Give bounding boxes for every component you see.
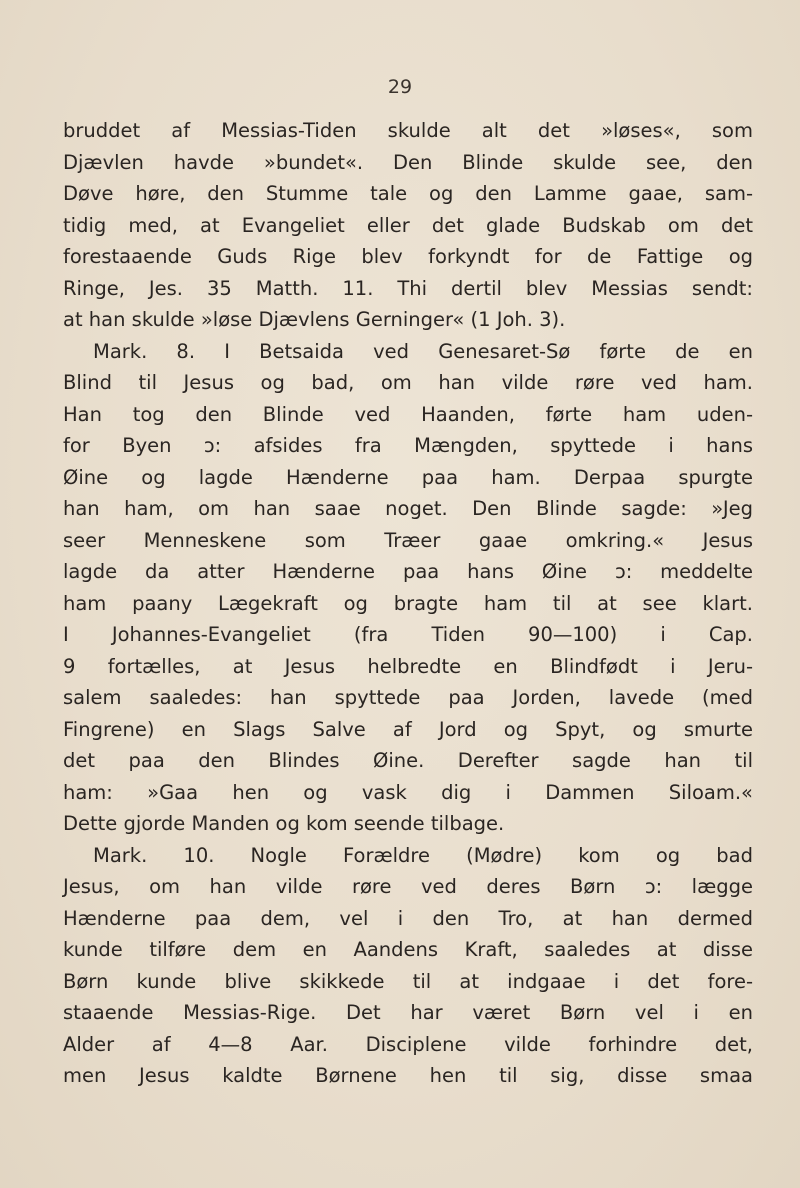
text-line: Jesus, om han vilde røre ved deres Børn ɔ: lægge — [63, 875, 753, 898]
text-line: for Byen ɔ: afsides fra Mængden, spyttede i hans — [63, 434, 753, 457]
text-line: at han skulde »løse Djævlens Gerninger« (1 Joh. 3). — [63, 308, 566, 331]
text-line: Mark. 10. Nogle Forældre (Mødre) kom og bad — [93, 843, 753, 867]
text-line: Børn kunde blive skikkede til at indgaae i det fore- — [63, 969, 753, 993]
text-line: Hænderne paa dem, vel i den Tro, at han dermed — [63, 906, 753, 930]
text-line: seer Menneskene som Træer gaae omkring.« Jesus — [63, 528, 753, 552]
text-line: bruddet af Messias-Tiden skulde alt det »løses«, som — [63, 119, 753, 142]
text-line: ham: »Gaa hen og vask dig i Dammen Siloam.« — [63, 780, 753, 804]
text-line: han ham, om han saae noget. Den Blinde sagde: »Jeg — [63, 497, 753, 520]
text-line: I Johannes-Evangeliet (fra Tiden 90—100) i Cap. — [63, 623, 753, 646]
text-line: det paa den Blindes Øine. Derefter sagde han til — [63, 749, 753, 772]
body-text — [63, 115, 753, 1092]
text-line: ham paany Lægekraft og bragte ham til at see klart. — [63, 591, 753, 615]
text-line: salem saaledes: han spyttede paa Jorden, lavede (med — [63, 686, 753, 709]
text-line: Mark. 8. I Betsaida ved Genesaret-Sø førte de en — [93, 339, 753, 363]
text-line: Dette gjorde Manden og kom seende tilbage. — [63, 812, 505, 835]
text-line: 9 fortælles, at Jesus helbredte en Blindfødt i Jeru- — [63, 654, 753, 678]
text-line: Fingrene) en Slags Salve af Jord og Spyt, og smurte — [63, 717, 753, 741]
text-line: staaende Messias-Rige. Det har været Børn vel i en — [63, 1001, 753, 1024]
text-line: lagde da atter Hænderne paa hans Øine ɔ: meddelte — [63, 560, 753, 583]
text-line: Blind til Jesus og bad, om han vilde røre ved ham. — [63, 371, 753, 394]
page-number: 29 — [387, 76, 413, 98]
text-line: Døve høre, den Stumme tale og den Lamme gaae, sam- — [63, 182, 753, 205]
text-line: Ringe, Jes. 35 Matth. 11. Thi dertil blev Messias sendt: — [63, 276, 753, 300]
text-line: Alder af 4—8 Aar. Disciplene vilde forhindre det, — [63, 1032, 753, 1056]
text-line: forestaaende Guds Rige blev forkyndt for de Fattige og — [63, 245, 753, 268]
text-line: Djævlen havde »bundet«. Den Blinde skulde see, den — [63, 150, 753, 174]
text-line: tidig med, at Evangeliet eller det glade Budskab om det — [63, 213, 753, 237]
text-line: Han tog den Blinde ved Haanden, førte ham uden- — [63, 402, 753, 426]
text-line: Øine og lagde Hænderne paa ham. Derpaa spurgte — [63, 465, 753, 489]
text-line: kunde tilføre dem en Aandens Kraft, saaledes at disse — [63, 938, 753, 961]
text-line: men Jesus kaldte Børnene hen til sig, disse smaa — [63, 1064, 753, 1087]
